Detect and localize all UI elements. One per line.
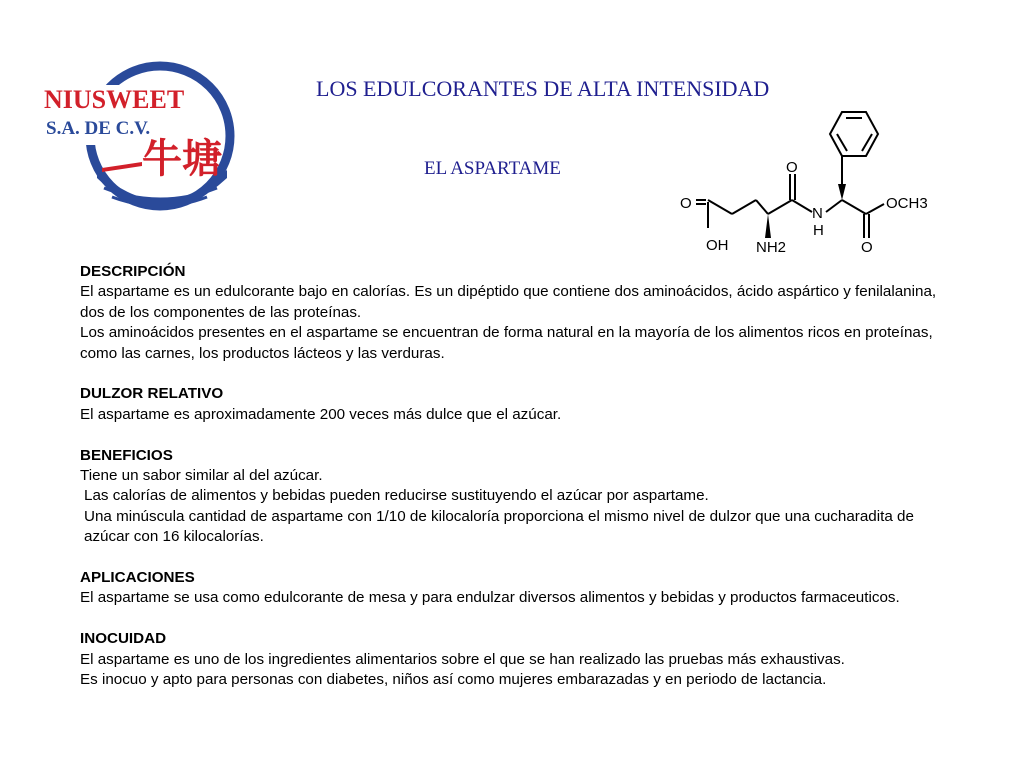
section-aplicaciones: [80, 568, 950, 609]
paragraph: El aspartame es uno de los ingredientes alimentarios sobre el que se han realizado las pruebas más exhaustivas.: [80, 650, 845, 668]
paragraph: El aspartame es aproximadamente 200 veces más dulce que el azúcar.: [80, 405, 562, 423]
paragraph: Tiene un sabor similar al del azúcar.: [80, 467, 323, 485]
paragraph: Las calorías de alimentos y bebidas pueden reducirse sustituyendo el azúcar por aspartame.: [84, 487, 709, 505]
logo-company: NIUSWEET: [44, 85, 185, 114]
atom-label: N: [812, 205, 823, 222]
section-heading: INOCUIDAD: [80, 630, 167, 648]
atom-label: OH: [706, 237, 729, 254]
paragraph: Una minúscula cantidad de aspartame con 1/10 de kilocaloría proporciona el mismo nivel de dulzor que una cucharadita de azúcar con 16 kilocalorías.: [84, 507, 914, 546]
paragraph: El aspartame se usa como edulcorante de mesa y para endulzar diversos alimentos y bebidas y productos farmaceuticos.: [80, 589, 900, 607]
atom-label: H: [813, 222, 824, 239]
content-body: [80, 262, 950, 711]
logo-chinese: 牛塘: [142, 136, 222, 182]
paragraph: Es inocuo y apto para personas con diabetes, niños así como mujeres embarazadas y en periodo de lactancia.: [80, 671, 827, 689]
atom-label: O: [786, 159, 798, 176]
section-inocuidad: [80, 629, 950, 690]
page-title: LOS EDULCORANTES DE ALTA INTENSIDAD: [316, 76, 770, 101]
logo-suffix: S.A. DE C.V.: [46, 118, 151, 139]
niusweet-logo: [42, 50, 257, 215]
atom-label: NH2: [756, 239, 787, 256]
paragraph: Los aminoácidos presentes en el aspartame se encuentran de forma natural en la mayoría de los alimentos ricos en proteínas, como las carnes, los productos lácteos y las verduras.: [80, 324, 933, 362]
section-heading: BENEFICIOS: [80, 446, 173, 464]
section-beneficios: [80, 446, 950, 548]
section-dulzor-relativo: [80, 384, 950, 425]
atom-label: O: [861, 239, 873, 256]
page-subtitle: EL ASPARTAME: [424, 158, 561, 179]
atom-label: O: [680, 195, 692, 212]
section-descripcion: [80, 262, 950, 364]
aspartame-structure-diagram: [672, 104, 944, 260]
section-heading: DESCRIPCIÓN: [80, 263, 186, 280]
section-heading: DULZOR RELATIVO: [80, 385, 224, 403]
atom-label: OCH3: [886, 195, 928, 212]
paragraph: El aspartame es un edulcorante bajo en calorías. Es un dipéptido que contiene dos aminoácidos, ácido aspártico y fenilalanina, dos de los componentes de las proteínas.: [80, 283, 937, 321]
section-heading: APLICACIONES: [80, 569, 195, 587]
